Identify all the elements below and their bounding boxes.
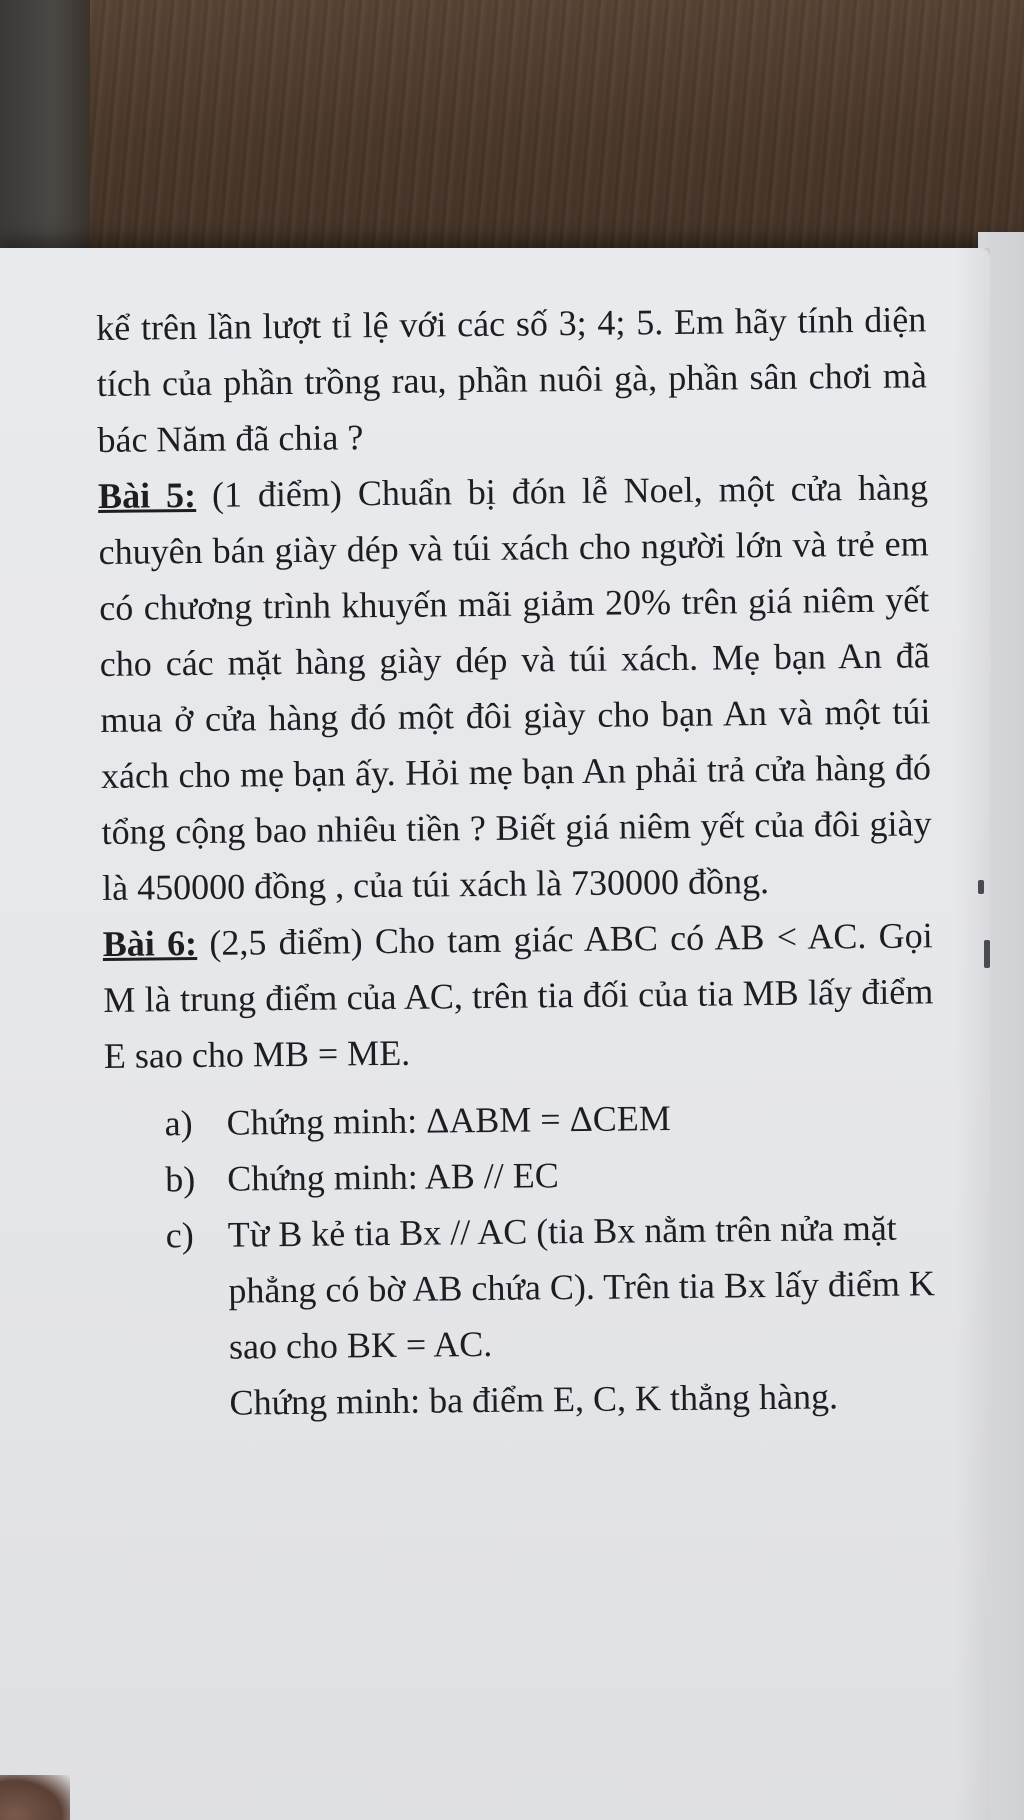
- final-note: Chứng minh: ba điểm E, C, K thẳng hàng.: [229, 1376, 839, 1423]
- subquestion-text: Từ B kẻ tia Bx // AC (tia Bx nằm trên nửa mặt phẳng có bờ AB chứa C). Trên tia Bx lấy điểm K sao cho BK = AC.: [227, 1207, 936, 1367]
- subquestion-letter: c): [165, 1215, 194, 1256]
- subquestion-b: [105, 1143, 936, 1208]
- problem-6-body: (2,5 điểm) Cho tam giác ABC có AB < AC. Gọi M là trung điểm của AC, trên tia đối của tia MB lấy điểm E sao cho MB = ME.: [103, 915, 934, 1076]
- subquestion-c: [106, 1199, 938, 1376]
- problem-6-label: Bài 6:: [102, 922, 198, 964]
- fingertip: [0, 1775, 70, 1820]
- subquestion-text: Chứng minh: ΔABM = ΔCEM: [226, 1098, 671, 1143]
- continuation-paragraph: kể trên lần lượt tỉ lệ với các số 3; 4; 5. Em hãy tính diện tích của phần trồng rau, phần nuôi gà, phần sân chơi mà bác Năm đã chia ?: [96, 299, 928, 460]
- problem-5-label: Bài 5:: [97, 474, 197, 516]
- show-through-mark: [978, 880, 984, 894]
- show-through-mark: [984, 940, 990, 968]
- subquestion-a: [104, 1087, 935, 1152]
- problem-6-subquestions: [104, 1087, 937, 1432]
- subquestion-text: Chứng minh: AB // EC: [226, 1155, 559, 1199]
- subquestion-letter: a): [164, 1103, 193, 1144]
- page-gutter-shade: [955, 248, 990, 1820]
- problem-5: [98, 459, 933, 916]
- subquestion-c-conclusion: [107, 1367, 938, 1432]
- table-edge: [0, 0, 90, 270]
- problem-6: [102, 907, 934, 1084]
- subquestion-letter: b): [165, 1159, 196, 1200]
- page-text: [96, 291, 938, 1432]
- problem-5-body: (1 điểm) Chuẩn bị đón lễ Noel, một cửa hàng chuyên bán giày dép và túi xách cho người lớn và trẻ em có chương trình khuyến mãi giảm 20% trên giá niêm yết cho các mặt hàng giày dép và túi xách. Mẹ bạn An đã mua ở cửa hàng đó một đôi giày cho bạn An và một túi xách cho mẹ bạn ấy. Hỏi mẹ bạn An phải trả cửa hàng đó tổng cộng bao nhiêu tiền ? Biết giá niêm yết của đôi giày là 450000 đồng , của túi xách là 730000 đồng.: [98, 467, 932, 908]
